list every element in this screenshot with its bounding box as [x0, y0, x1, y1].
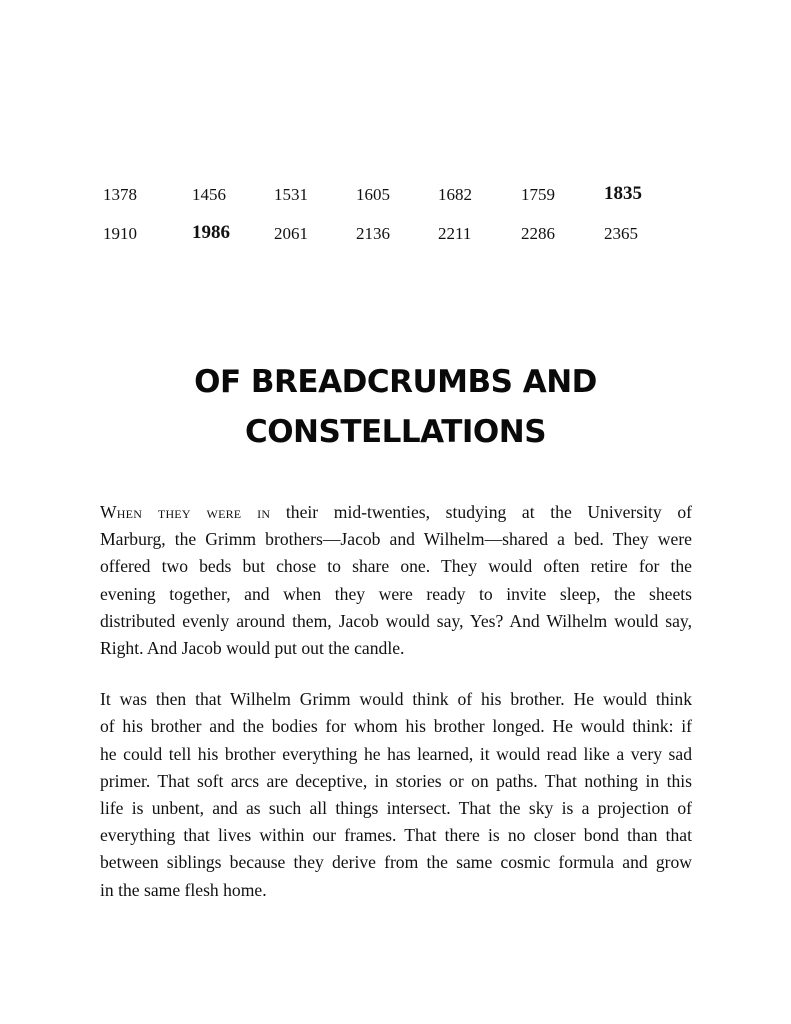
paragraph-line: of his brother and the bodies for whom his brother longed. He would think: if: [100, 716, 692, 737]
year-number-highlighted: 1835: [604, 183, 642, 204]
chapter-title: [0, 357, 791, 457]
paragraph-line: everything that lives within our frames. That there is no closer bond than that: [100, 825, 692, 846]
line-text: their mid-twenties, studying at the University of: [270, 502, 692, 522]
year-number: 1456: [192, 185, 226, 204]
paragraph-2: [100, 686, 692, 904]
chapter-body: [100, 499, 692, 904]
year-number: 1759: [521, 185, 555, 204]
year-number: 2061: [274, 224, 308, 243]
chapter-title-line-1: OF BREADCRUMBS AND: [194, 363, 597, 400]
paragraph-line: Right. And Jacob would put out the candle.: [100, 638, 405, 659]
chapter-title-line-2: CONSTELLATIONS: [244, 413, 547, 450]
paragraph-line: Marburg, the Grimm brothers—Jacob and Wilhelm—shared a bed. They were: [100, 529, 692, 550]
year-number: 1378: [103, 185, 137, 204]
paragraph-line: distributed evenly around them, Jacob would say, Yes? And Wilhelm would say,: [100, 610, 692, 631]
paragraph-line: he could tell his brother everything he has learned, it would read like a very sad: [100, 743, 692, 764]
paragraph-line: in the same flesh home.: [100, 879, 267, 900]
paragraph-line: between siblings because they derive from the same cosmic formula and grow: [100, 852, 692, 873]
year-number: 2365: [604, 224, 638, 243]
year-number: 2286: [521, 224, 555, 243]
year-number: 1531: [274, 185, 308, 204]
year-numbers-grid: [103, 183, 683, 261]
paragraph-1: [100, 499, 692, 662]
paragraph-line: [100, 499, 692, 526]
year-number: 1682: [438, 185, 472, 204]
paragraph-line: life is unbent, and as such all things intersect. That the sky is a projection of: [100, 798, 692, 819]
year-number: 2211: [438, 224, 472, 243]
lead-in-smallcaps: When they were in: [100, 502, 271, 522]
year-row-2: [103, 222, 683, 261]
year-row-1: [103, 183, 683, 222]
year-number: 1605: [356, 185, 390, 204]
year-number: 1910: [103, 224, 137, 243]
year-number: 2136: [356, 224, 390, 243]
paragraph-line: offered two beds but chose to share one. They would often retire for the: [100, 556, 692, 577]
paragraph-line: It was then that Wilhelm Grimm would think of his brother. He would think: [100, 689, 692, 710]
year-number-highlighted: 1986: [192, 222, 230, 243]
paragraph-line: evening together, and when they were ready to invite sleep, the sheets: [100, 583, 692, 604]
paragraph-line: primer. That soft arcs are deceptive, in stories or on paths. That nothing in this: [100, 770, 692, 791]
